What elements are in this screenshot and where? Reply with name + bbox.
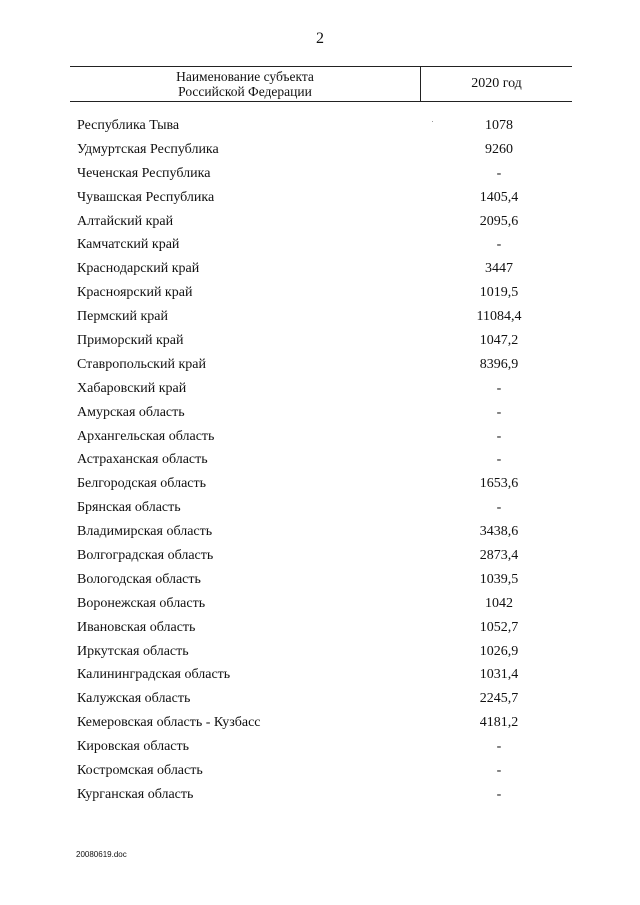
table-row xyxy=(0,259,640,283)
table-row xyxy=(0,355,640,379)
table-row xyxy=(0,570,640,594)
subject-name: Иркутская область xyxy=(77,643,189,659)
year-value: - xyxy=(496,380,502,396)
table-row xyxy=(0,307,640,331)
subject-name: Калужская область xyxy=(77,691,191,707)
subject-name: Брянская область xyxy=(77,500,181,516)
table-row xyxy=(0,522,640,546)
subject-name: Калининградская область xyxy=(77,667,231,683)
year-value: - xyxy=(496,763,502,779)
year-value: 3438,6 xyxy=(479,524,519,540)
table-row xyxy=(0,618,640,642)
table-row xyxy=(0,116,640,140)
subject-name: Воронежская область xyxy=(77,595,206,611)
table-row xyxy=(0,546,640,570)
subject-name: Владимирская область xyxy=(77,524,213,540)
subject-name: Белгородская область xyxy=(77,476,207,492)
subject-name: Хабаровский край xyxy=(77,380,187,396)
year-value: 1405,4 xyxy=(479,189,519,205)
footer-doc-code: 20080619.doc xyxy=(76,850,127,859)
table-row xyxy=(0,212,640,236)
year-value: 1039,5 xyxy=(479,571,519,587)
subject-name: Республика Тыва xyxy=(77,118,180,133)
year-value: 1031,4 xyxy=(479,667,519,683)
year-value: 2095,6 xyxy=(479,213,519,229)
year-value: - xyxy=(496,739,502,755)
table-row xyxy=(0,403,640,427)
year-value: - xyxy=(496,786,502,802)
subject-name: Удмуртская Республика xyxy=(77,141,219,157)
table-row xyxy=(0,427,640,451)
subject-name: Астраханская область xyxy=(77,452,208,468)
table-row xyxy=(0,642,640,666)
table-body xyxy=(0,116,640,809)
table-row xyxy=(0,283,640,307)
header-year: 2020 год xyxy=(471,76,522,91)
table-row xyxy=(0,450,640,474)
table-row xyxy=(0,689,640,713)
table-row xyxy=(0,761,640,785)
subject-name: Ставропольский край xyxy=(77,356,206,372)
subject-name: Вологодская область xyxy=(77,571,201,587)
table-row xyxy=(0,474,640,498)
table-row xyxy=(0,331,640,355)
year-value: - xyxy=(496,452,502,468)
year-value: 1047,2 xyxy=(479,333,519,349)
year-value: 1042 xyxy=(485,595,513,611)
table-row xyxy=(0,665,640,689)
table-row xyxy=(0,188,640,212)
year-value: - xyxy=(496,428,502,444)
year-value: 9260 xyxy=(485,141,513,157)
table-row xyxy=(0,164,640,188)
table-row xyxy=(0,235,640,259)
table-row xyxy=(0,713,640,737)
header-name-line2: Российской Федерации xyxy=(178,84,312,99)
year-value: 1052,7 xyxy=(479,619,519,635)
table-row xyxy=(0,785,640,809)
subject-name: Костромская область xyxy=(77,763,203,779)
year-value: 2873,4 xyxy=(479,548,519,564)
year-value: - xyxy=(496,237,502,253)
page-number: 2 xyxy=(316,30,324,47)
year-value: 1026,9 xyxy=(479,643,519,659)
header-name-line1: Наименование субъекта xyxy=(176,69,314,84)
subject-name: Пермский край xyxy=(77,309,168,325)
subject-name: Курганская область xyxy=(77,786,194,802)
subject-name: Кемеровская область - Кузбасс xyxy=(77,715,261,731)
subject-name: Приморский край xyxy=(77,333,184,349)
year-value: 3447 xyxy=(485,261,513,277)
subject-name: Чеченская Республика xyxy=(77,165,211,181)
subject-name: Кировская область xyxy=(77,739,190,755)
subject-name: Амурская область xyxy=(77,404,185,420)
subject-name: Краснодарский край xyxy=(77,261,200,277)
subject-name: Алтайский край xyxy=(77,213,174,229)
table-row xyxy=(0,498,640,522)
table-row xyxy=(0,379,640,403)
subject-name: Ивановская область xyxy=(77,619,196,635)
table-row xyxy=(0,594,640,618)
year-value: 11084,4 xyxy=(476,309,522,325)
header-subject-name xyxy=(70,69,420,99)
year-value: 8396,9 xyxy=(479,356,519,372)
year-value: 4181,2 xyxy=(479,715,519,731)
subject-name: Красноярский край xyxy=(77,285,193,301)
year-value: 2245,7 xyxy=(479,691,519,707)
subject-name: Чувашская Республика xyxy=(77,189,215,205)
year-value: 1653,6 xyxy=(479,476,519,492)
year-value: - xyxy=(496,404,502,420)
year-value: - xyxy=(496,165,502,181)
year-value: - xyxy=(496,500,502,516)
subject-name: Волгоградская область xyxy=(77,548,214,564)
table-header xyxy=(70,66,572,102)
subject-name: Архангельская область xyxy=(77,428,215,444)
table-row xyxy=(0,737,640,761)
year-value: 1019,5 xyxy=(479,285,519,301)
year-value: 1078 xyxy=(485,118,513,133)
table-row xyxy=(0,140,640,164)
subject-name: Камчатский край xyxy=(77,237,180,253)
